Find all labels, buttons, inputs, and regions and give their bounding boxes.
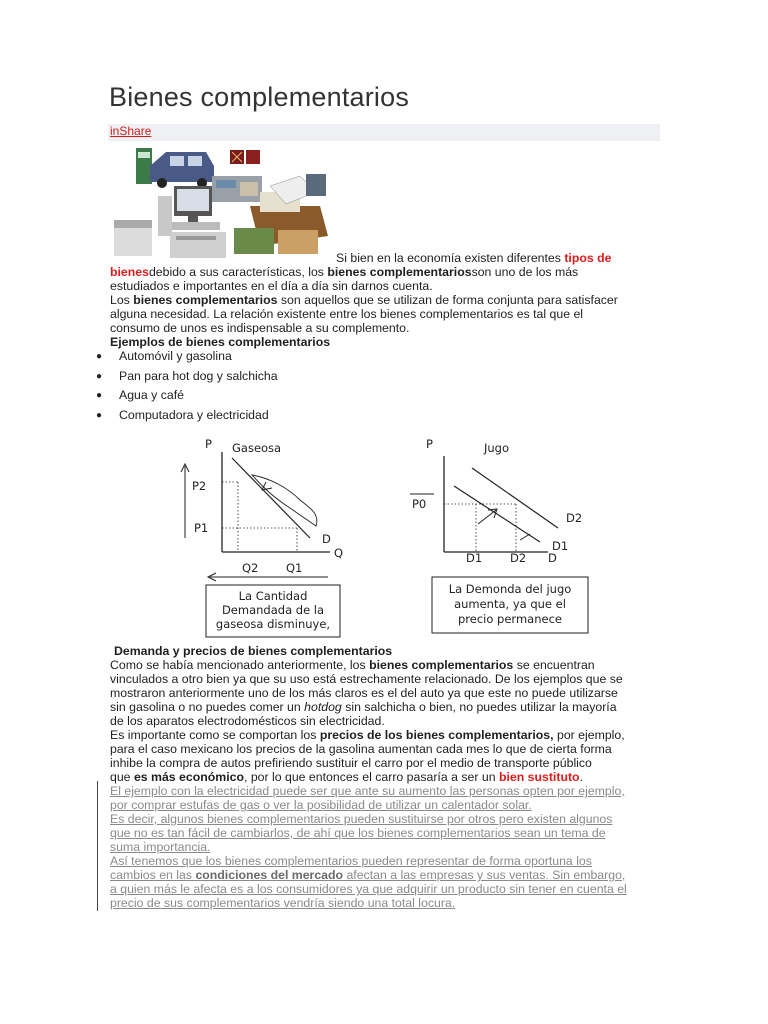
- right-d2-curve-label: D2: [566, 511, 583, 525]
- inshare-link[interactable]: inShare: [110, 124, 152, 138]
- gray-line-6: Así tenemos que los bienes complementarios pueden representar de forma oportuna los: [110, 854, 592, 868]
- gray-line-4: que no es tan fácil de cambiarlos, de ahí que los bienes complementarios sean un tema de: [110, 826, 606, 840]
- left-d-label: D: [322, 532, 331, 546]
- definition-line-3: consumo de unos es indispensable a su complemento.: [110, 321, 410, 335]
- right-caption-1: La Demonda del jugo: [448, 582, 572, 596]
- gray-line-1: El ejemplo con la electricidad puede ser que ante su aumento las personas opten por ejemplo,: [110, 784, 625, 798]
- section2-line-2: vinculados a otro bien ya que su uso está estrechamente relacionado. De los ejemplos que se: [110, 672, 623, 686]
- gray-line-8: a quien más le afecta es a los consumidores ya que adquirir un producto sin tener en cuenta el: [110, 882, 627, 896]
- right-caption-2: aumenta, ya que el: [454, 597, 566, 611]
- intro-line-3: estudiados e importantes en el día a día sin darnos cuenta.: [110, 279, 433, 293]
- revision-bar: [97, 781, 98, 911]
- right-caption-3: precio permanece: [458, 612, 562, 626]
- section2-line-8: inhibe la compra de autos prefiriendo sustituir el carro por el medio de transporte público: [110, 756, 592, 770]
- p1-label: P1: [194, 521, 209, 535]
- left-q-label: Q: [334, 546, 344, 560]
- gaseosa-graph: [181, 437, 343, 637]
- right-d2-axis-label: D2: [510, 551, 527, 565]
- gray-line-2: por comprar estufas de gas o ver la posibilidad de utilizar un calentador solar.: [110, 798, 532, 812]
- p0-label: P0: [412, 497, 427, 511]
- left-caption-2: Demandada de la: [221, 603, 325, 617]
- section2-line-6: Es importante como se comportan los precios de los bienes complementarios, por ejemplo,: [110, 728, 625, 742]
- right-d-label: D: [548, 551, 557, 565]
- q1-label: Q1: [286, 561, 303, 575]
- demand-diagrams: [170, 430, 610, 640]
- complementary-goods-image: [110, 146, 332, 262]
- intro-line-1: Si bien en la economía existen diferentes tipos de: [336, 251, 612, 265]
- gray-line-9: precio de sus complementarios vendría siendo una total locura.: [110, 896, 456, 910]
- list-item: ● Agua y café: [96, 388, 184, 402]
- gray-line-3: Es decir, algunos bienes complementarios pueden sustituirse por otros pero existen algunos: [110, 812, 613, 826]
- list-item: ● Automóvil y gasolina: [96, 349, 232, 363]
- list-item: ● Pan para hot dog y salchicha: [96, 368, 278, 383]
- gray-line-5: suma importancia.: [110, 840, 211, 854]
- left-p-label: P: [205, 437, 212, 451]
- q2-label: Q2: [242, 561, 259, 575]
- jugo-graph: [410, 437, 588, 633]
- right-d1-axis-label: D1: [466, 551, 483, 565]
- examples-heading: Ejemplos de bienes complementarios: [110, 335, 331, 349]
- list-item: ● Computadora y electricidad: [96, 407, 269, 422]
- share-bar: [108, 124, 660, 141]
- section2-heading: Demanda y precios de bienes complementarios: [114, 644, 393, 658]
- section2-line-1: Como se había mencionado anteriormente, los bienes complementarios se encuentran: [110, 658, 595, 672]
- p2-label: P2: [192, 479, 207, 493]
- left-graph-title: Gaseosa: [232, 441, 282, 455]
- right-d1-curve-label: D1: [552, 539, 569, 553]
- right-graph-title: Jugo: [484, 441, 510, 455]
- intro-line-2: bienesdebido a sus características, los bienes complementariosson uno de los más: [110, 265, 579, 279]
- left-caption-1: La Cantidad: [238, 589, 308, 603]
- section2-line-4: sin gasolina o no puedes comer un hotdog sin salchicha o bien, no puedes utilizar la mayoría: [110, 700, 617, 714]
- page-title: Bienes complementarios: [109, 82, 410, 112]
- definition-line-1: Los bienes complementarios son aquellos que se utilizan de forma conjunta para satisfacer: [110, 293, 618, 307]
- section2-line-7: para el caso mexicano los precios de la gasolina aumentan cada mes lo que de cierta forma: [110, 742, 612, 756]
- gray-line-7: cambios en las condiciones del mercado afectan a las empresas y sus ventas. Sin embargo,: [110, 868, 626, 882]
- examples-list: [96, 349, 278, 427]
- section2-line-9: que es más económico, por lo que entonces el carro pasaría a ser un bien sustituto.: [110, 770, 583, 784]
- definition-line-2: alguna necesidad. La relación existente entre los bienes complementarios es tal que el: [110, 307, 584, 321]
- section2-line-3: mostraron anteriormente uno de los más claros es el del auto ya que este no puede utilizarse: [110, 686, 618, 700]
- right-p-label: P: [426, 437, 433, 451]
- section2-line-5: de los aparatos electrodomésticos sin electricidad.: [110, 714, 385, 728]
- left-caption-3: gaseosa disminuye,: [215, 617, 331, 631]
